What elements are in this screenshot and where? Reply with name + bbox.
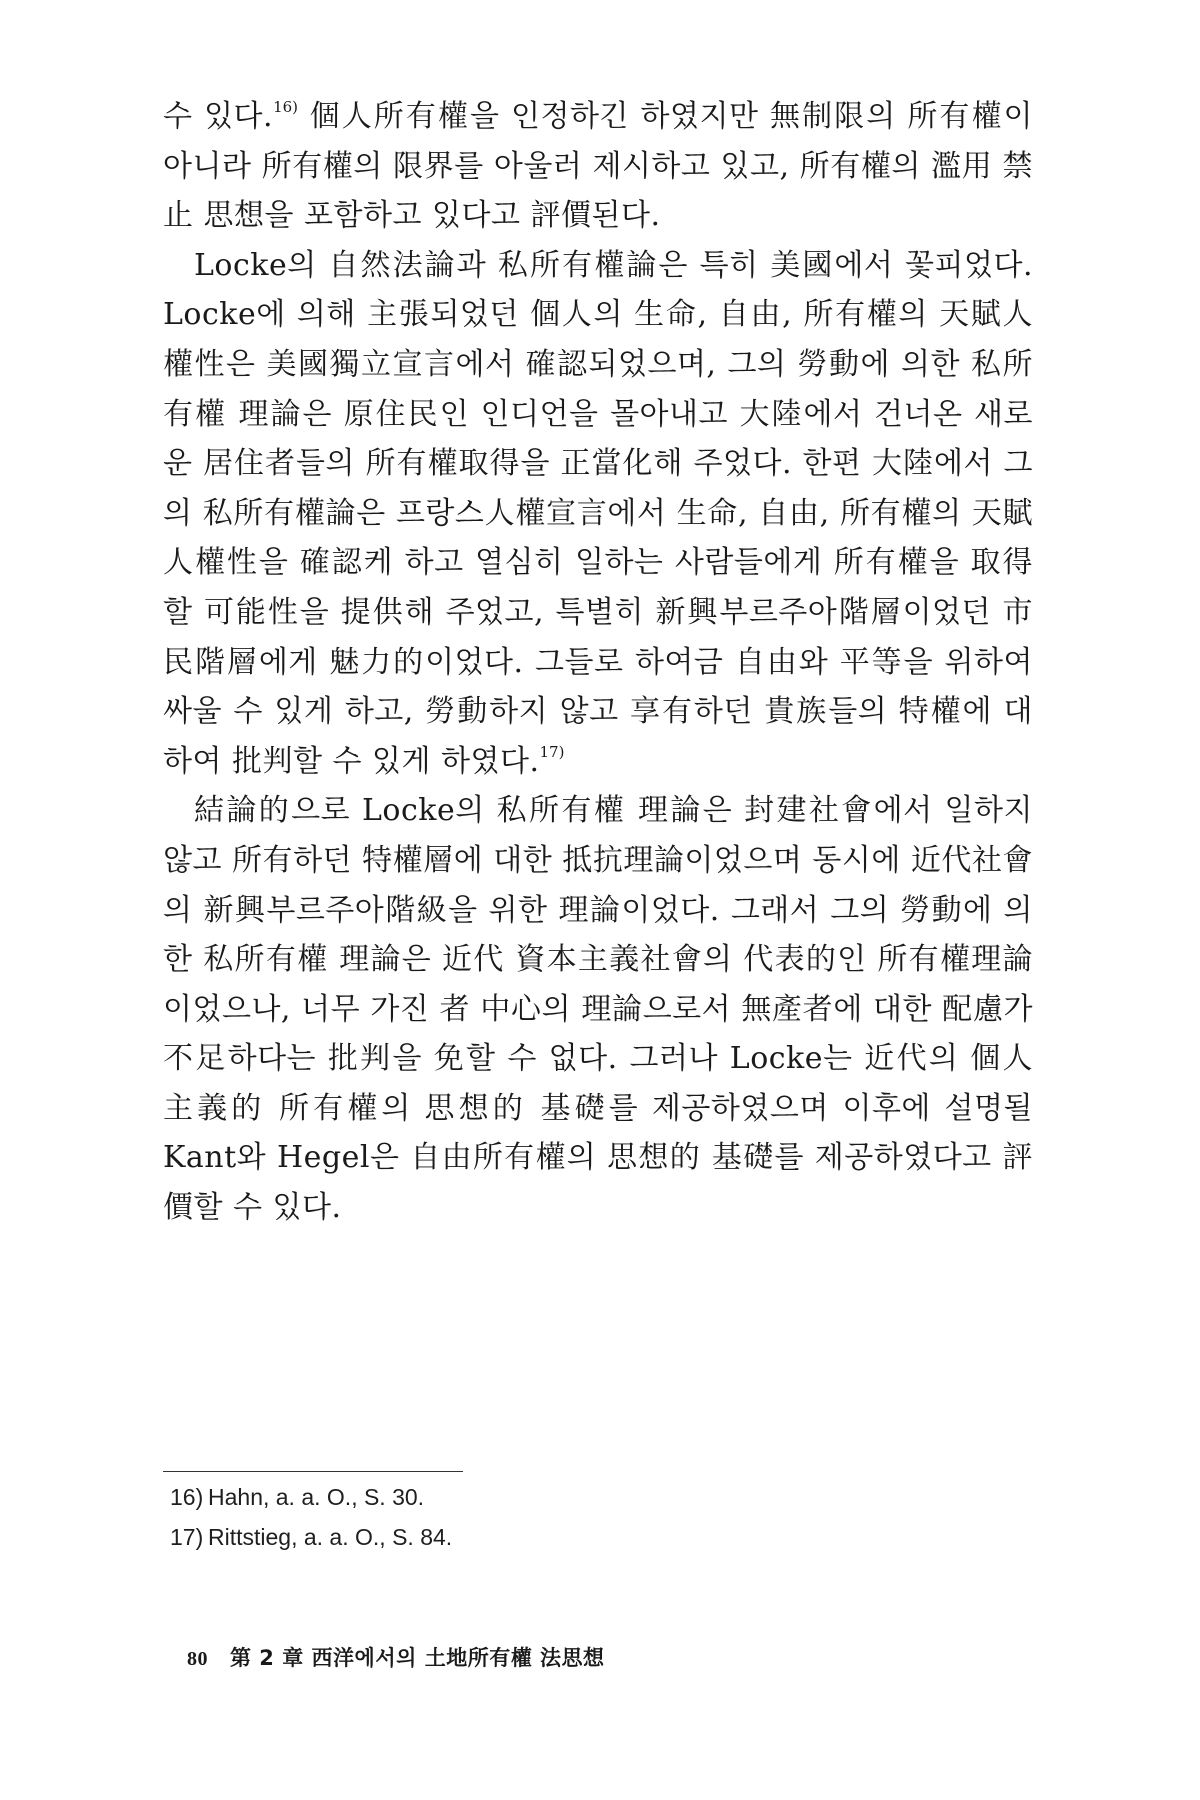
footnote-17	[170, 1517, 870, 1557]
body-text	[163, 92, 1033, 1233]
footnote-text: Hahn, a. a. O., S. 30.	[208, 1484, 425, 1510]
footnote-text: Rittstieg, a. a. O., S. 84.	[208, 1524, 453, 1550]
footnote-number: 17)	[170, 1524, 204, 1550]
chapter-title: 第 2 章 西洋에서의 土地所有權 法思想	[230, 1646, 605, 1670]
paragraph-locke-america	[163, 241, 1033, 787]
footnote-divider	[163, 1471, 463, 1472]
paragraph-conclusion	[163, 786, 1033, 1232]
running-footer	[187, 1642, 605, 1672]
footnote-reference-16: 16)	[273, 98, 299, 116]
paragraph-text: Locke의 自然法論과 私所有權論은 특히 美國에서 꽃피었다. Locke에 의해 主張되었던 個人의 生命, 自由, 所有權의 天賦人權性은 美國獨立宣言에서 確認되었으며, 그의 勞動에 의한 私所有權 理論은 原住民인 인디언을 몰아내고 大陸에서 건너온 새로운 居住者들의 所有權取得을 正當化해 주었다. 한편 大陸에서 그의 私所有權論은 프랑스人權宣言에서 生命, 自由, 所有權의 天賦人權性을 確認케 하고 열심히 일하는 사람들에게 所有權을 取得할 可能性을 提供해 주었고, 특별히 新興부르주아階層이었던 市民階層에게 魅力的이었다. 그들로 하여금 自由와 平等을 위하여 싸울 수 있게 하고, 勞動하지 않고 享有하던 貴族들의 特權에 대하여 批判할 수 있게 하였다.	[163, 247, 1033, 779]
paragraph-continuation	[163, 92, 1033, 241]
footnote-reference-17: 17)	[539, 742, 565, 761]
paragraph-text: 結論的으로 Locke의 私所有權 理論은 封建社會에서 일하지 않고 所有하던 特權層에 대한 抵抗理論이었으며 동시에 近代社會의 新興부르주아階級을 위한 理論이었다. 그래서 그의 勞動에 의한 私所有權 理論은 近代 資本主義社會의 代表的인 所有權理論이었으나, 너무 가진 者 中心의 理論으로서 無產者에 대한 配慮가 不足하다는 批判을 免할 수 없다. 그러나 Locke는 近代의 個人主義的 所有權의 思想的 基礎를 제공하였으며 이후에 설명될 Kant와 Hegel은 自由所有權의 思想的 基礎를 제공하였다고 評價할 수 있다.	[163, 793, 1033, 1226]
footnotes	[170, 1477, 870, 1557]
page-number: 80	[187, 1648, 208, 1670]
footnote-number: 16)	[170, 1484, 204, 1510]
paragraph-text: 個人所有權을 인정하긴 하였지만 無制限의 所有權이 아니라 所有權의 限界를 아울러 제시하고 있고, 所有權의 濫用 禁止 思想을 포함하고 있다고 評價된다.	[163, 99, 1033, 234]
footnote-16	[170, 1477, 870, 1517]
paragraph-text: 수 있다.	[163, 99, 274, 134]
